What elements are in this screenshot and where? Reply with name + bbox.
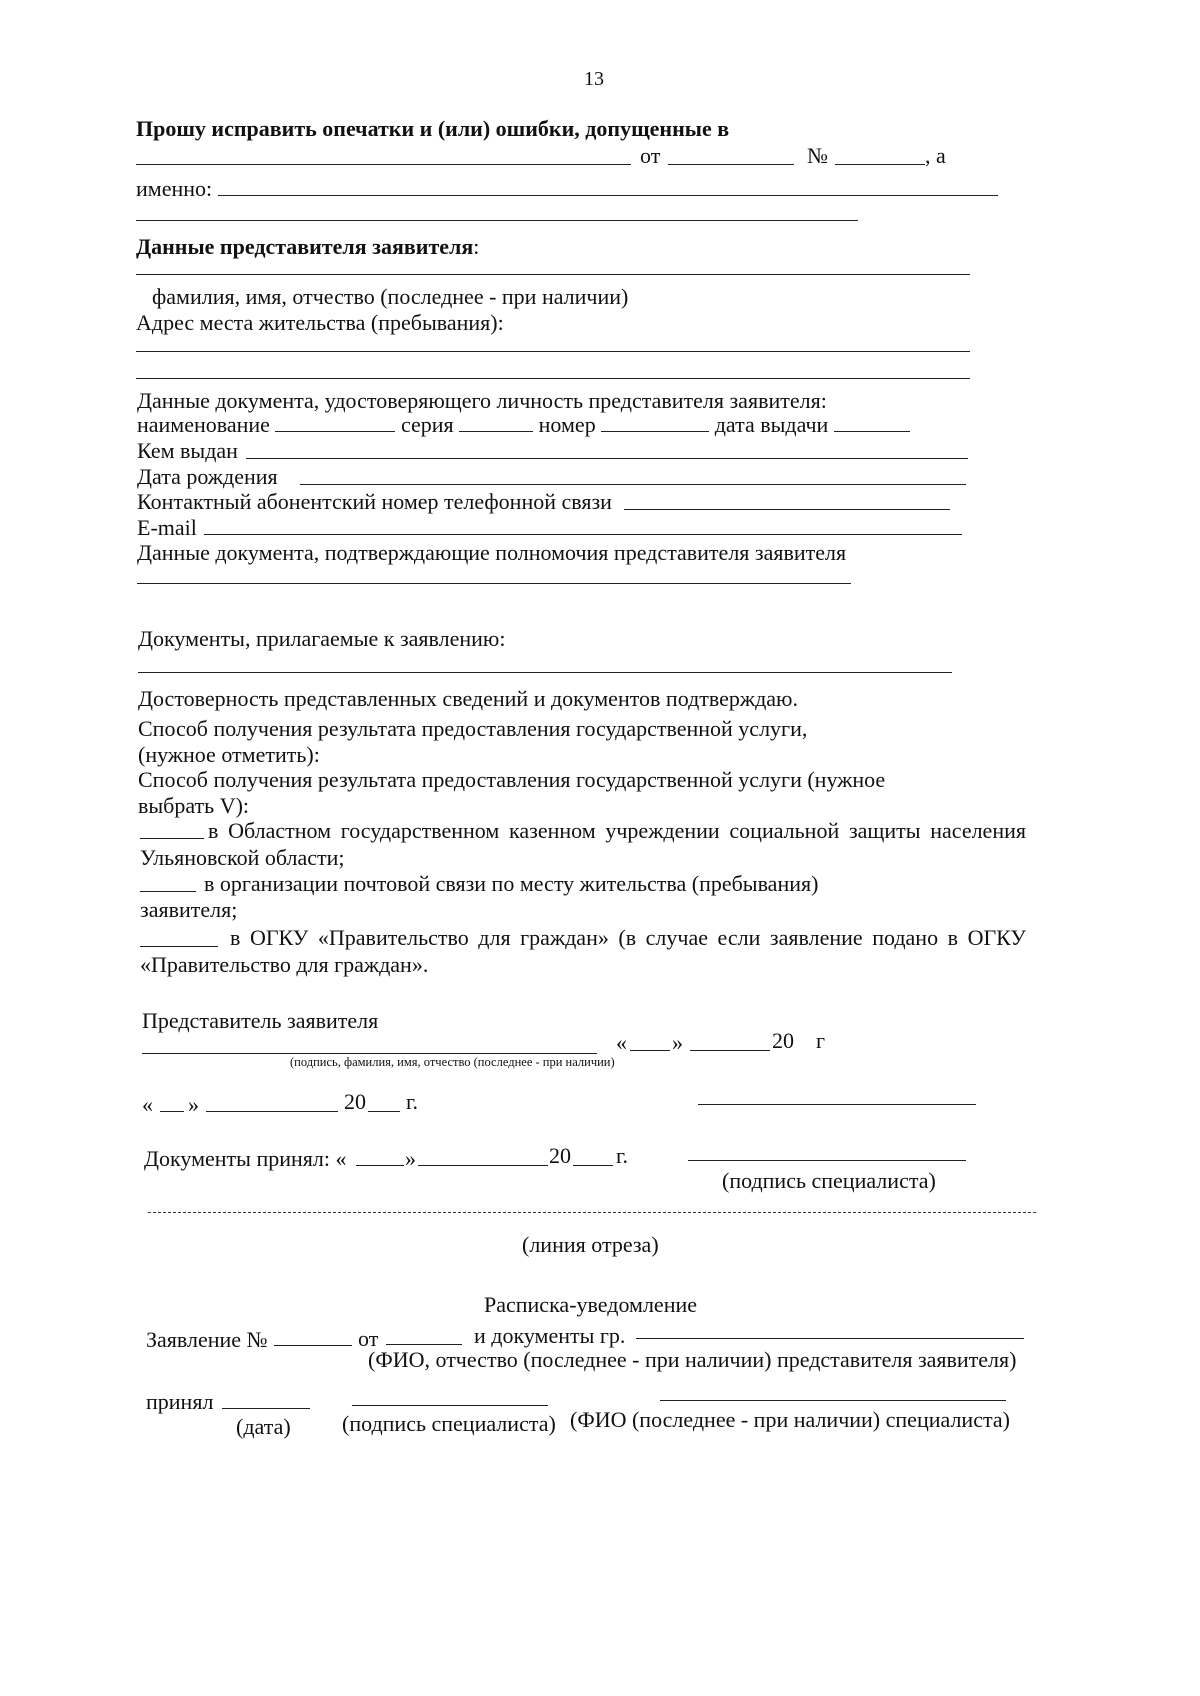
email-line[interactable]	[204, 534, 962, 535]
id-number-field[interactable]	[601, 413, 709, 432]
accepted-month-line[interactable]	[418, 1165, 548, 1166]
authority-document-label: Данные документа, подтверждающие полномочия представителя заявителя	[137, 540, 847, 565]
accepted-year-prefix: 20	[549, 1143, 571, 1168]
sign-year-g: г	[816, 1028, 826, 1053]
address-label: Адрес места жительства (пребывания):	[136, 310, 504, 335]
receipt-app-no-label: Заявление №	[146, 1327, 268, 1352]
phone-label: Контактный абонентский номер телефонной связи	[137, 489, 612, 514]
correction-a-label: , а	[925, 143, 946, 168]
id-issue-date-field[interactable]	[834, 413, 910, 432]
id-document-label: Данные документа, удостоверяющего личность представителя заявителя:	[137, 388, 827, 413]
correction-document-line[interactable]	[136, 164, 631, 165]
birth-date-label: Дата рождения	[137, 464, 278, 489]
option-2-line-2: заявителя;	[140, 897, 238, 922]
date-year-line[interactable]	[368, 1111, 400, 1112]
address-line-1[interactable]	[136, 351, 970, 352]
correction-number-label: №	[807, 143, 828, 168]
representative-heading: Данные представителя заявителя:	[136, 234, 480, 259]
cut-line	[148, 1212, 1036, 1213]
id-document-row: наименование серия номер дата выдачи	[137, 412, 910, 438]
representative-signature-line[interactable]	[142, 1053, 597, 1054]
representative-fio-hint: фамилия, имя, отчество (последнее - при наличии)	[152, 284, 629, 309]
sign-quote-close: »	[672, 1030, 683, 1055]
namely-line-2[interactable]	[136, 220, 858, 221]
sign-year-prefix: 20	[772, 1028, 794, 1053]
receipt-app-no-line[interactable]	[274, 1345, 352, 1346]
correction-number-line[interactable]	[835, 164, 925, 165]
receipt-title: Расписка-уведомление	[484, 1292, 698, 1317]
date-signature-line[interactable]	[698, 1104, 976, 1105]
authority-document-line[interactable]	[137, 583, 851, 584]
date-year-g: г.	[406, 1089, 419, 1114]
sign-day-line[interactable]	[630, 1050, 670, 1051]
receipt-date-hint: (дата)	[236, 1414, 291, 1439]
receipt-docs-label: и документы гр.	[474, 1323, 626, 1348]
correction-heading: Прошу исправить опечатки и (или) ошибки, допущенные в	[136, 116, 730, 141]
accepted-label: Документы принял: «	[144, 1146, 347, 1171]
attached-documents-line[interactable]	[138, 672, 952, 673]
date-day-line[interactable]	[160, 1111, 184, 1112]
correction-date-line[interactable]	[668, 164, 794, 165]
receipt-from-label: от	[358, 1326, 379, 1351]
receipt-fio-line[interactable]	[636, 1338, 1024, 1339]
receipt-fio-hint: (ФИО, отчество (последнее - при наличии) представителя заявителя)	[368, 1347, 1017, 1372]
namely-label: именно:	[136, 176, 213, 201]
page-number: 13	[584, 68, 604, 90]
method2-line-1: Способ получения результата предоставления государственной услуги (нужное	[138, 767, 886, 792]
receipt-from-line[interactable]	[386, 1344, 462, 1345]
id-name-field[interactable]	[275, 413, 395, 432]
accepted-year-line[interactable]	[573, 1165, 613, 1166]
receipt-spec-sign-hint: (подпись специалиста)	[342, 1411, 556, 1436]
option-1-line-2: Ульяновской области;	[140, 845, 345, 870]
email-label: E-mail	[137, 515, 197, 540]
date-quote-open: «	[142, 1092, 153, 1117]
receipt-specialist-sign-line[interactable]	[352, 1405, 548, 1406]
date-month-line[interactable]	[206, 1111, 338, 1112]
option-3-mark-field[interactable]	[140, 946, 218, 947]
specialist-signature-hint: (подпись специалиста)	[722, 1168, 936, 1193]
date-year-prefix: 20	[344, 1089, 366, 1114]
option-2-mark-field[interactable]	[140, 891, 196, 892]
accepted-signature-line[interactable]	[688, 1160, 966, 1161]
accepted-year-g: г.	[616, 1143, 629, 1168]
method-line-1: Способ получения результата предоставления государственной услуги,	[138, 716, 808, 741]
birth-date-line[interactable]	[300, 484, 966, 485]
sign-quote-open: «	[616, 1030, 627, 1055]
sign-month-line[interactable]	[690, 1050, 770, 1051]
receipt-spec-fio-hint: (ФИО (последнее - при наличии) специалиста)	[570, 1407, 1010, 1432]
receipt-accepted-label: принял	[146, 1389, 214, 1414]
phone-line[interactable]	[624, 509, 950, 510]
option-3-line-1: в ОГКУ «Правительство для граждан» (в случае если заявление подано в ОГКУ	[230, 925, 1026, 950]
date-quote-close: »	[188, 1092, 199, 1117]
accepted-day-line[interactable]	[356, 1165, 404, 1166]
option-3-line-2: «Правительство для граждан».	[140, 952, 429, 977]
cut-line-label: (линия отреза)	[522, 1232, 659, 1257]
receipt-date-line[interactable]	[222, 1408, 310, 1409]
accepted-quote-close: »	[405, 1146, 416, 1171]
option-2-line-1: в организации почтовой связи по месту жительства (пребывания)	[204, 871, 819, 896]
receipt-specialist-fio-line[interactable]	[660, 1400, 1006, 1401]
issued-by-line[interactable]	[246, 458, 968, 459]
method-line-2: (нужное отметить):	[138, 742, 320, 767]
address-line-2[interactable]	[136, 378, 970, 379]
option-1-mark-field[interactable]	[140, 838, 204, 839]
correction-from-label: от	[640, 143, 661, 168]
method2-line-2: выбрать V):	[138, 793, 250, 818]
confirm-text: Достоверность представленных сведений и документов подтверждаю.	[138, 686, 798, 711]
issued-by-label: Кем выдан	[137, 438, 238, 463]
attached-documents-label: Документы, прилагаемые к заявлению:	[138, 626, 506, 651]
option-1-line-1: в Областном государственном казенном учреждении социальной защиты населения	[208, 818, 1026, 843]
representative-signature-label: Представитель заявителя	[142, 1008, 379, 1033]
representative-signature-hint: (подпись, фамилия, имя, отчество (последнее - при наличии)	[290, 1055, 615, 1069]
namely-line-1[interactable]	[218, 195, 998, 196]
id-series-field[interactable]	[459, 413, 533, 432]
representative-fio-line[interactable]	[136, 274, 970, 275]
